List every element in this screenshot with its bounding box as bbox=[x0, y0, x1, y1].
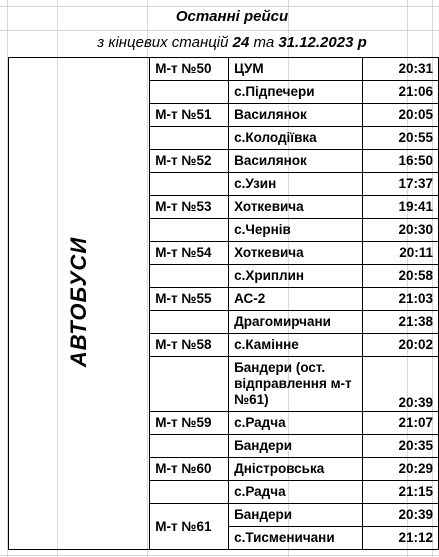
destination: с.Радча bbox=[229, 481, 363, 504]
departure-time: 20:02 bbox=[362, 334, 438, 357]
destination: с.Чернів bbox=[229, 219, 363, 242]
subtitle-date2: 31.12.2023 bbox=[278, 34, 354, 51]
destination: ЦУМ bbox=[229, 58, 363, 81]
subtitle-and: та bbox=[253, 34, 275, 51]
departure-time: 21:12 bbox=[362, 527, 438, 550]
route-number: М-т №55 bbox=[150, 288, 229, 311]
route-number: М-т №58 bbox=[150, 334, 229, 357]
grid-line bbox=[0, 555, 439, 556]
route-number-empty bbox=[150, 435, 229, 458]
grid-line bbox=[0, 6, 439, 7]
table-row bbox=[9, 58, 439, 81]
route-number-empty bbox=[150, 127, 229, 150]
route-number-empty bbox=[150, 357, 229, 412]
route-number: М-т №50 bbox=[150, 58, 229, 81]
grid-line bbox=[0, 30, 439, 31]
departure-time: 20:29 bbox=[362, 458, 438, 481]
departure-time: 21:07 bbox=[362, 412, 438, 435]
route-number-empty bbox=[150, 481, 229, 504]
destination: с.Радча bbox=[229, 412, 363, 435]
destination: Драгомирчани bbox=[229, 311, 363, 334]
departure-time: 21:03 bbox=[362, 288, 438, 311]
destination: Бандери bbox=[229, 435, 363, 458]
destination: с.Підпечери bbox=[229, 81, 363, 104]
departure-time: 20:58 bbox=[362, 265, 438, 288]
destination: с.Тисменичани bbox=[229, 527, 363, 550]
route-number: М-т №51 bbox=[150, 104, 229, 127]
departure-time: 20:55 bbox=[362, 127, 438, 150]
departure-time: 21:06 bbox=[362, 81, 438, 104]
page-subtitle bbox=[57, 34, 407, 51]
destination: Бандери bbox=[229, 504, 363, 527]
departure-time: 21:38 bbox=[362, 311, 438, 334]
route-number: М-т №52 bbox=[150, 150, 229, 173]
destination: Хоткевича bbox=[229, 242, 363, 265]
destination: с.Колодіївка bbox=[229, 127, 363, 150]
departure-time: 20:35 bbox=[362, 435, 438, 458]
destination: с.Камінне bbox=[229, 334, 363, 357]
departure-time: 16:50 bbox=[362, 150, 438, 173]
route-number-empty bbox=[150, 219, 229, 242]
departure-time: 19:41 bbox=[362, 196, 438, 219]
route-number-empty bbox=[150, 265, 229, 288]
departure-time: 20:11 bbox=[362, 242, 438, 265]
route-number-empty bbox=[150, 311, 229, 334]
section-label-cell bbox=[9, 58, 150, 550]
subtitle-prefix: з кінцевих станцій bbox=[97, 34, 229, 51]
departure-time: 20:31 bbox=[362, 58, 438, 81]
route-number: М-т №60 bbox=[150, 458, 229, 481]
route-number-empty bbox=[150, 173, 229, 196]
route-number-empty bbox=[150, 81, 229, 104]
destination: АС-2 bbox=[229, 288, 363, 311]
route-number: М-т №59 bbox=[150, 412, 229, 435]
route-number: М-т №61 bbox=[150, 504, 229, 550]
subtitle-suffix: р bbox=[357, 34, 367, 51]
route-number: М-т №53 bbox=[150, 196, 229, 219]
page-title: Останні рейси bbox=[175, 8, 289, 25]
subtitle-date1: 24 bbox=[232, 34, 250, 51]
departure-time: 21:15 bbox=[362, 481, 438, 504]
destination: Дністровська bbox=[229, 458, 363, 481]
destination: Хоткевича bbox=[229, 196, 363, 219]
departure-time: 17:37 bbox=[362, 173, 438, 196]
destination: Бандери (ост. відправлення м-т №61) bbox=[229, 357, 363, 412]
departure-time: 20:39 bbox=[362, 504, 438, 527]
departure-time: 20:30 bbox=[362, 219, 438, 242]
departure-time: 20:05 bbox=[362, 104, 438, 127]
section-label: АВТОБУСИ bbox=[66, 236, 92, 368]
destination: Василянок bbox=[229, 104, 363, 127]
departure-time: 20:39 bbox=[362, 357, 438, 412]
destination: с.Узин bbox=[229, 173, 363, 196]
destination: с.Хриплин bbox=[229, 265, 363, 288]
schedule-table bbox=[8, 57, 439, 550]
destination: Василянок bbox=[229, 150, 363, 173]
route-number: М-т №54 bbox=[150, 242, 229, 265]
